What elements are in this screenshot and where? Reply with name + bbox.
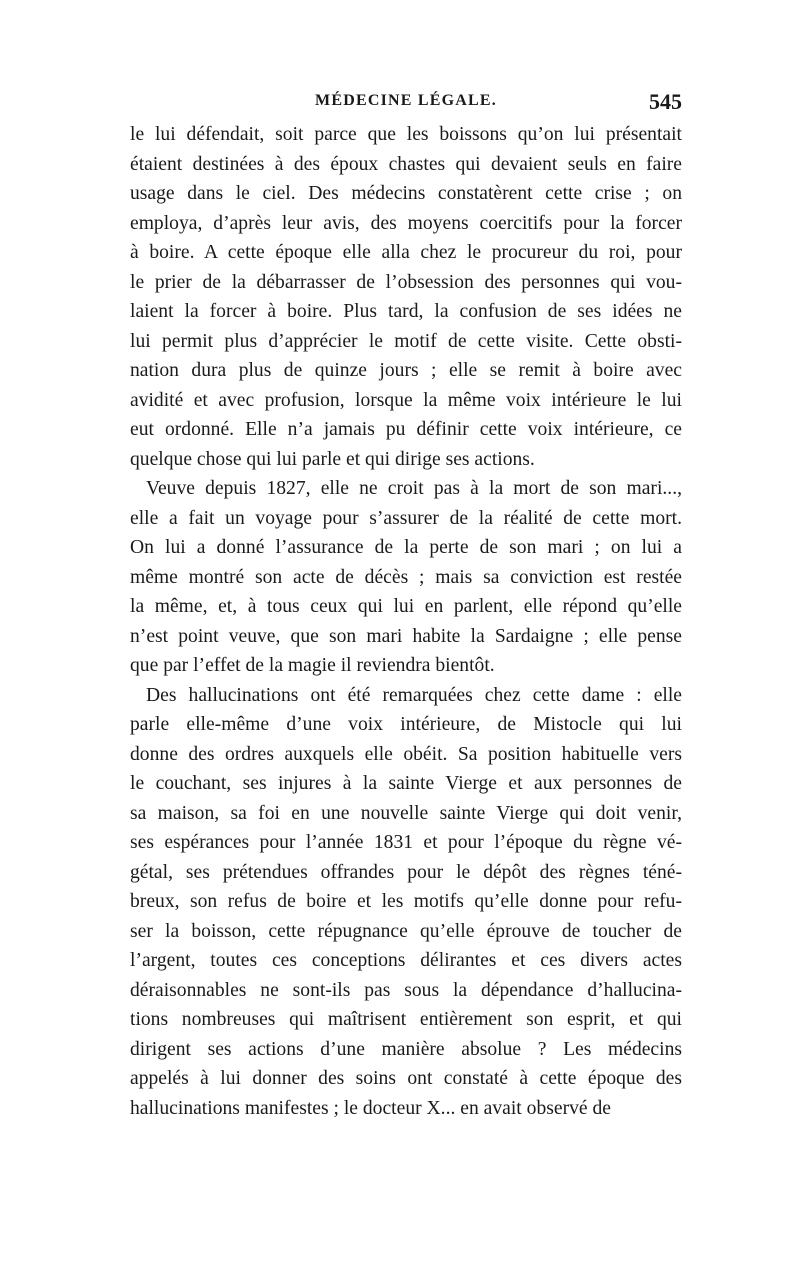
text-line: tions nombreuses qui maîtrisent entièrement son esprit, et qui (130, 1009, 682, 1030)
text-line: dirigent ses actions d’une manière absolue ? Les médecins (130, 1038, 682, 1060)
text-line: n’est point veuve, que son mari habite la Sardaigne ; elle pense (130, 625, 682, 647)
text-line: ses espérances pour l’année 1831 et pour l’époque du règne vé- (130, 832, 682, 853)
text-line: quelque chose qui lui parle et qui dirige ses actions. (130, 448, 535, 470)
text-line: le lui défendait, soit parce que les boissons qu’on lui présentait (130, 124, 682, 145)
text-line: eut ordonné. Elle n’a jamais pu définir cette voix intérieure, ce (130, 419, 682, 440)
text-line: déraisonnables ne sont-ils pas sous la dépendance d’hallucina- (130, 979, 682, 1001)
text-line: appelés à lui donner des soins ont constaté à cette époque des (130, 1068, 682, 1089)
body-text (130, 120, 682, 1123)
text-line: le prier de la débarrasser de l’obsession des personnes qui vou- (130, 271, 682, 293)
text-line: hallucinations manifestes ; le docteur X... en avait observé de (130, 1097, 611, 1119)
text-line: usage dans le ciel. Des médecins constatèrent cette crise ; on (130, 183, 682, 204)
text-line: ser la boisson, cette répugnance qu’elle éprouve de toucher de (130, 920, 682, 942)
text-line: On lui a donné l’assurance de la perte de son mari ; on lui a (130, 537, 682, 558)
paragraph (130, 474, 682, 681)
text-line: parle elle-même d’une voix intérieure, de Mistocle qui lui (130, 714, 682, 735)
text-line: lui permit plus d’apprécier le motif de cette visite. Cette obsti- (130, 330, 682, 352)
text-line: étaient destinées à des époux chastes qui devaient seuls en faire (130, 153, 682, 175)
paragraph (130, 681, 682, 1124)
text-line: Veuve depuis 1827, elle ne croit pas à la mort de son mari..., (146, 478, 682, 499)
paragraph (130, 120, 682, 474)
text-line: même montré son acte de décès ; mais sa conviction est restée (130, 566, 682, 588)
running-head (130, 89, 682, 122)
text-line: sa maison, sa foi en une nouvelle sainte Vierge qui doit venir, (130, 802, 682, 824)
text-line: Des hallucinations ont été remarquées chez cette dame : elle (146, 684, 682, 706)
text-line: employa, d’après leur avis, des moyens coercitifs pour la forcer (130, 212, 682, 234)
text-line: avidité et avec profusion, lorsque la même voix intérieure le lui (130, 389, 682, 411)
text-line: l’argent, toutes ces conceptions délirantes et ces divers actes (130, 950, 682, 971)
text-line: donne des ordres auxquels elle obéit. Sa position habituelle vers (130, 743, 682, 765)
text-line: elle a fait un voyage pour s’assurer de la réalité de cette mort. (130, 507, 682, 529)
text-line: breux, son refus de boire et les motifs qu’elle donne pour refu- (130, 891, 682, 912)
text-line: laient la forcer à boire. Plus tard, la confusion de ses idées ne (130, 301, 682, 322)
page-number: 545 (649, 89, 682, 114)
text-line: que par l’effet de la magie il reviendra bientôt. (130, 655, 495, 676)
text-line: le couchant, ses injures à la sainte Vierge et aux personnes de (130, 773, 682, 794)
running-title: MÉDECINE LÉGALE. (315, 92, 497, 109)
text-line: la même, et, à tous ceux qui lui en parlent, elle répond qu’elle (130, 596, 682, 617)
text-line: gétal, ses prétendues offrandes pour le dépôt des règnes téné- (130, 861, 682, 883)
text-line: à boire. A cette époque elle alla chez le procureur du roi, pour (130, 242, 682, 263)
text-line: nation dura plus de quinze jours ; elle se remit à boire avec (130, 360, 682, 381)
